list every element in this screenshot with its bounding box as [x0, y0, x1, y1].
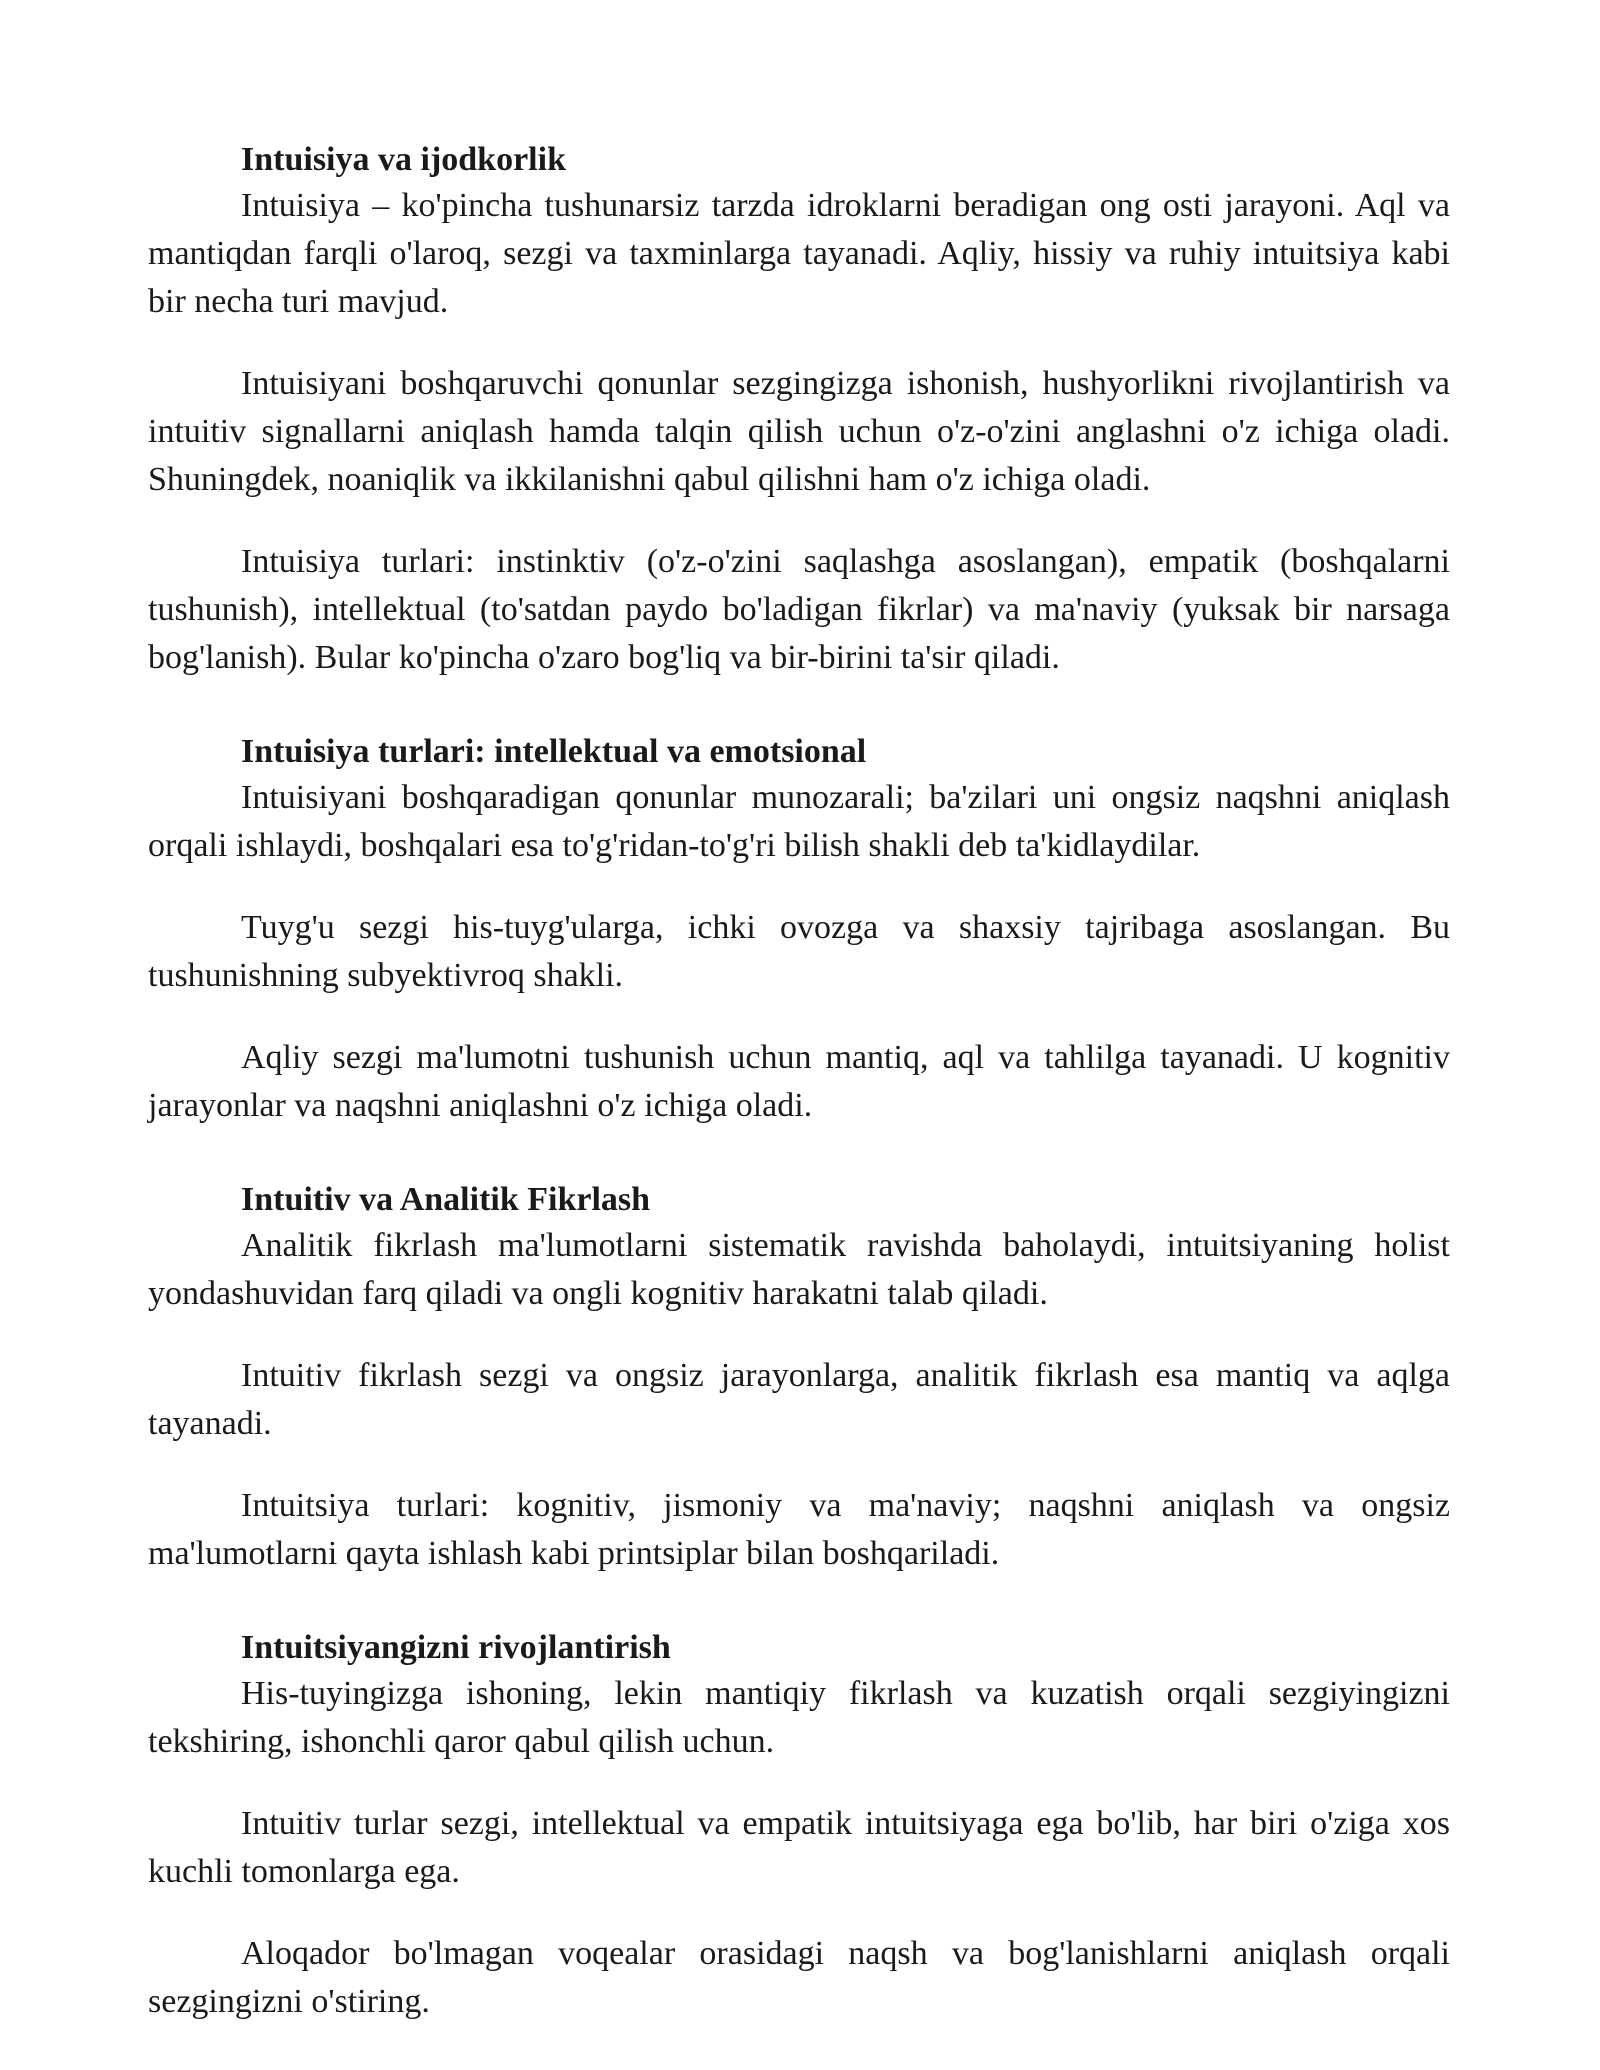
paragraph: Tuyg'u sezgi his-tuyg'ularga, ichki ovozga va shaxsiy tajribaga asoslangan. Bu tushunishning subyektivroq shakli.: [148, 909, 1450, 994]
paragraph: Aqliy sezgi ma'lumotni tushunish uchun mantiq, aql va tahlilga tayanadi. U kognitiv jarayonlar va naqshni aniqlashni o'z ichiga oladi.: [148, 1039, 1450, 1124]
paragraph: Intuisiyani boshqaruvchi qonunlar sezgingizga ishonish, hushyorlikni rivojlantirish va intuitiv signallarni aniqlash hamda talqin qilish uchun o'z-o'zini anglashni o'z ichiga oladi. Shuningdek, noaniqlik va ikkilanishni qabul qilishni ham o'z ichiga oladi.: [148, 365, 1450, 498]
document-page: [148, 138, 1450, 2026]
section-heading: Intuitiv va Analitik Fikrlash: [241, 1181, 651, 1218]
paragraph: Aloqador bo'lmagan voqealar orasidagi naqsh va bog'lanishlarni aniqlash orqali sezgingizni o'stiring.: [148, 1935, 1450, 2020]
paragraph: Analitik fikrlash ma'lumotlarni sistematik ravishda baholaydi, intuitsiyaning holist yondashuvidan farq qiladi va ongli kognitiv harakatni talab qiladi.: [148, 1227, 1450, 1312]
section-intuisiya-turlari: [148, 730, 1450, 1130]
section-intuitsiyangizni-rivojlantirish: [148, 1626, 1450, 2026]
section-heading: Intuisiya va ijodkorlik: [241, 141, 566, 178]
paragraph: Intuisiyani boshqaradigan qonunlar munozarali; ba'zilari uni ongsiz naqshni aniqlash orqali ishlaydi, boshqalari esa to'g'ridan-to'g'ri bilish shakli deb ta'kidlaydilar.: [148, 779, 1450, 864]
paragraph: His-tuyingizga ishoning, lekin mantiqiy fikrlash va kuzatish orqali sezgiyingizni tekshiring, ishonchli qaror qabul qilish uchun.: [148, 1675, 1450, 1760]
section-heading: Intuitsiyangizni rivojlantirish: [241, 1629, 671, 1666]
paragraph: Intuitiv fikrlash sezgi va ongsiz jarayonlarga, analitik fikrlash esa mantiq va aqlga tayanadi.: [148, 1357, 1450, 1442]
paragraph: Intuisiya – ko'pincha tushunarsiz tarzda idroklarni beradigan ong osti jarayoni. Aql va mantiqdan farqli o'laroq, sezgi va taxminlarga tayanadi. Aqliy, hissiy va ruhiy intuitsiya kabi bir necha turi mavjud.: [148, 187, 1450, 320]
section-intuitiv-va-analitik-fikrlash: [148, 1178, 1450, 1578]
section-intuisiya-va-ijodkorlik: [148, 138, 1450, 682]
paragraph: Intuitiv turlar sezgi, intellektual va empatik intuitsiyaga ega bo'lib, har biri o'ziga xos kuchli tomonlarga ega.: [148, 1805, 1450, 1890]
paragraph: Intuitsiya turlari: kognitiv, jismoniy va ma'naviy; naqshni aniqlash va ongsiz ma'lumotlarni qayta ishlash kabi printsiplar bilan boshqariladi.: [148, 1487, 1450, 1572]
paragraph: Intuisiya turlari: instinktiv (o'z-o'zini saqlashga asoslangan), empatik (boshqalarni tushunish), intellektual (to'satdan paydo bo'ladigan fikrlar) va ma'naviy (yuksak bir narsaga bog'lanish). Bular ko'pincha o'zaro bog'liq va bir-birini ta'sir qiladi.: [148, 543, 1450, 676]
section-heading: Intuisiya turlari: intellektual va emotsional: [241, 733, 867, 770]
